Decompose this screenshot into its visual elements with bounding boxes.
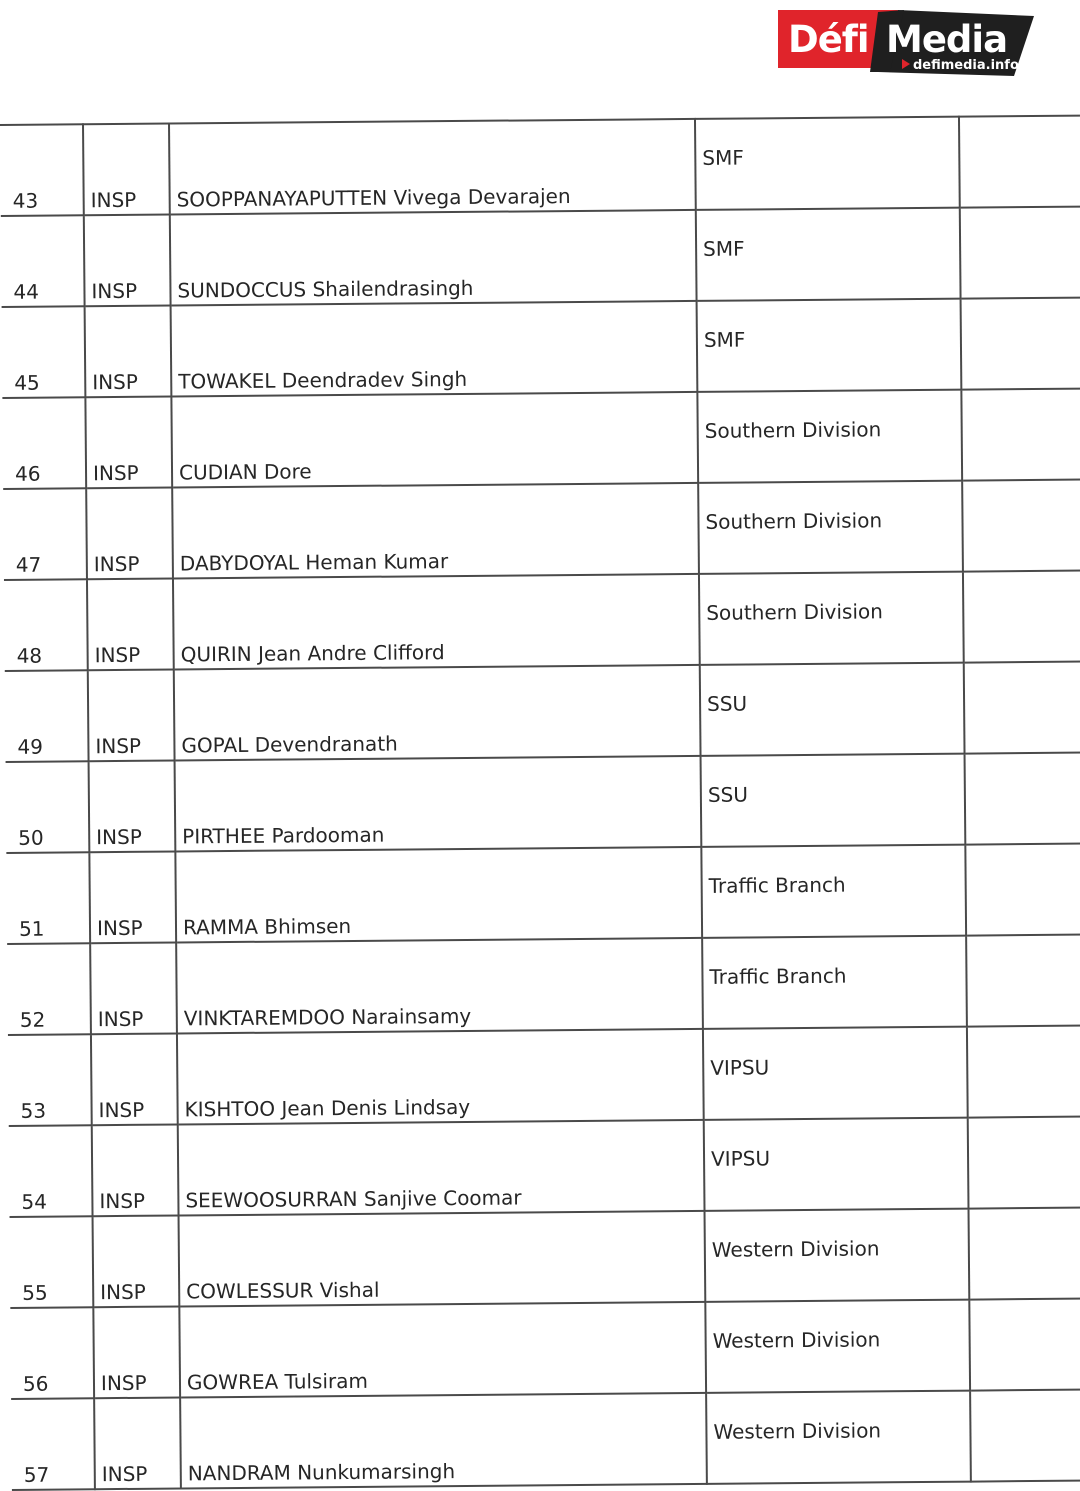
table-row [4,571,1080,671]
row-number: 49 [5,670,89,762]
row-empty-cell [969,1299,1080,1391]
row-name: VINKTAREMDOO Narainsamy [176,938,703,1034]
row-empty-cell [959,116,1080,208]
logo-word-media: Media [886,18,1008,61]
table-row [6,844,1080,944]
row-rank: INSP [84,215,171,307]
table-row [5,662,1080,762]
table-row [10,1299,1080,1399]
row-empty-cell [969,1208,1080,1300]
row-name: TOWAKEL Deendradev Singh [171,301,698,397]
row-rank: INSP [91,1033,178,1125]
row-unit: Traffic Branch [701,845,966,938]
row-name: NANDRAM Nunkumarsingh [180,1393,707,1489]
row-number: 45 [2,306,86,398]
table-row [0,116,1080,216]
row-name: SUNDOCCUS Shailendrasingh [170,210,697,306]
officers-table-body [0,116,1080,1490]
row-empty-cell [960,207,1080,299]
row-name: COWLESSUR Vishal [179,1211,706,1307]
row-number: 47 [3,488,87,580]
table-row [9,1117,1080,1217]
row-empty-cell [966,935,1080,1027]
row-rank: INSP [89,761,176,853]
row-unit: VIPSU [703,1027,968,1120]
table-row [11,1390,1080,1490]
row-number: 56 [10,1307,94,1399]
row-name: QUIRIN Jean Andre Clifford [173,574,700,670]
row-rank: INSP [88,670,175,762]
row-name: RAMMA Bhimsen [175,847,702,943]
row-rank: INSP [92,1124,179,1216]
row-unit: Western Division [705,1300,970,1393]
row-name: GOPAL Devendranath [174,665,701,761]
row-name: SEEWOOSURRAN Sanjive Coomar [178,1120,705,1216]
row-empty-cell [965,753,1080,845]
row-name: GOWREA Tulsiram [179,1302,706,1398]
row-number: 48 [4,579,88,671]
row-number: 50 [6,761,90,853]
row-number: 54 [9,1125,93,1217]
row-empty-cell [962,480,1080,572]
row-rank: INSP [93,1306,180,1398]
table-row [2,298,1080,398]
row-rank: INSP [85,306,172,398]
row-unit: Western Division [706,1391,971,1484]
table-row [3,480,1080,580]
row-unit: SMF [697,299,962,392]
row-unit: Southern Division [698,481,963,574]
row-unit: Traffic Branch [702,936,967,1029]
table-row [6,753,1080,853]
row-number: 55 [10,1216,94,1308]
table-row [10,1208,1080,1308]
row-rank: INSP [83,124,170,216]
row-rank: INSP [86,488,173,580]
row-unit: SMF [695,117,960,210]
row-unit: SSU [700,663,965,756]
row-empty-cell [961,298,1080,390]
row-unit: SMF [696,208,961,301]
row-number: 53 [8,1034,92,1126]
row-name: SOOPPANAYAPUTTEN Vivega Devarajen [169,119,696,215]
row-rank: INSP [90,942,177,1034]
row-unit: VIPSU [704,1118,969,1211]
row-number: 43 [0,124,84,216]
row-name: DABYDOYAL Heman Kumar [172,483,699,579]
row-rank: INSP [94,1397,181,1489]
officers-table [0,115,1080,1491]
logo-site-url: defimedia.info [902,58,1019,74]
logo-word-defi: Défi [788,18,869,61]
table-row [7,935,1080,1035]
row-name: KISHTOO Jean Denis Lindsay [177,1029,704,1125]
row-unit: Western Division [705,1209,970,1302]
defimedia-logo [778,10,1034,78]
row-empty-cell [968,1117,1080,1209]
table-row [2,389,1080,489]
row-rank: INSP [89,851,176,943]
row-empty-cell [967,1026,1080,1118]
row-empty-cell [964,662,1080,754]
row-unit: SSU [701,754,966,847]
row-name: CUDIAN Dore [171,392,698,488]
row-rank: INSP [93,1215,180,1307]
row-unit: Southern Division [697,390,962,483]
row-unit: Southern Division [699,572,964,665]
row-empty-cell [961,389,1080,481]
row-empty-cell [965,844,1080,936]
table-row [8,1026,1080,1126]
row-name: PIRTHEE Pardooman [175,756,702,852]
row-number: 44 [1,215,85,307]
row-number: 51 [6,852,90,944]
row-empty-cell [963,571,1080,663]
table-row [1,207,1080,307]
row-number: 57 [11,1398,95,1490]
document-page [0,115,1080,1491]
row-rank: INSP [85,397,172,489]
row-rank: INSP [87,579,174,671]
row-number: 52 [7,943,91,1035]
row-number: 46 [2,397,86,489]
row-empty-cell [970,1390,1080,1482]
